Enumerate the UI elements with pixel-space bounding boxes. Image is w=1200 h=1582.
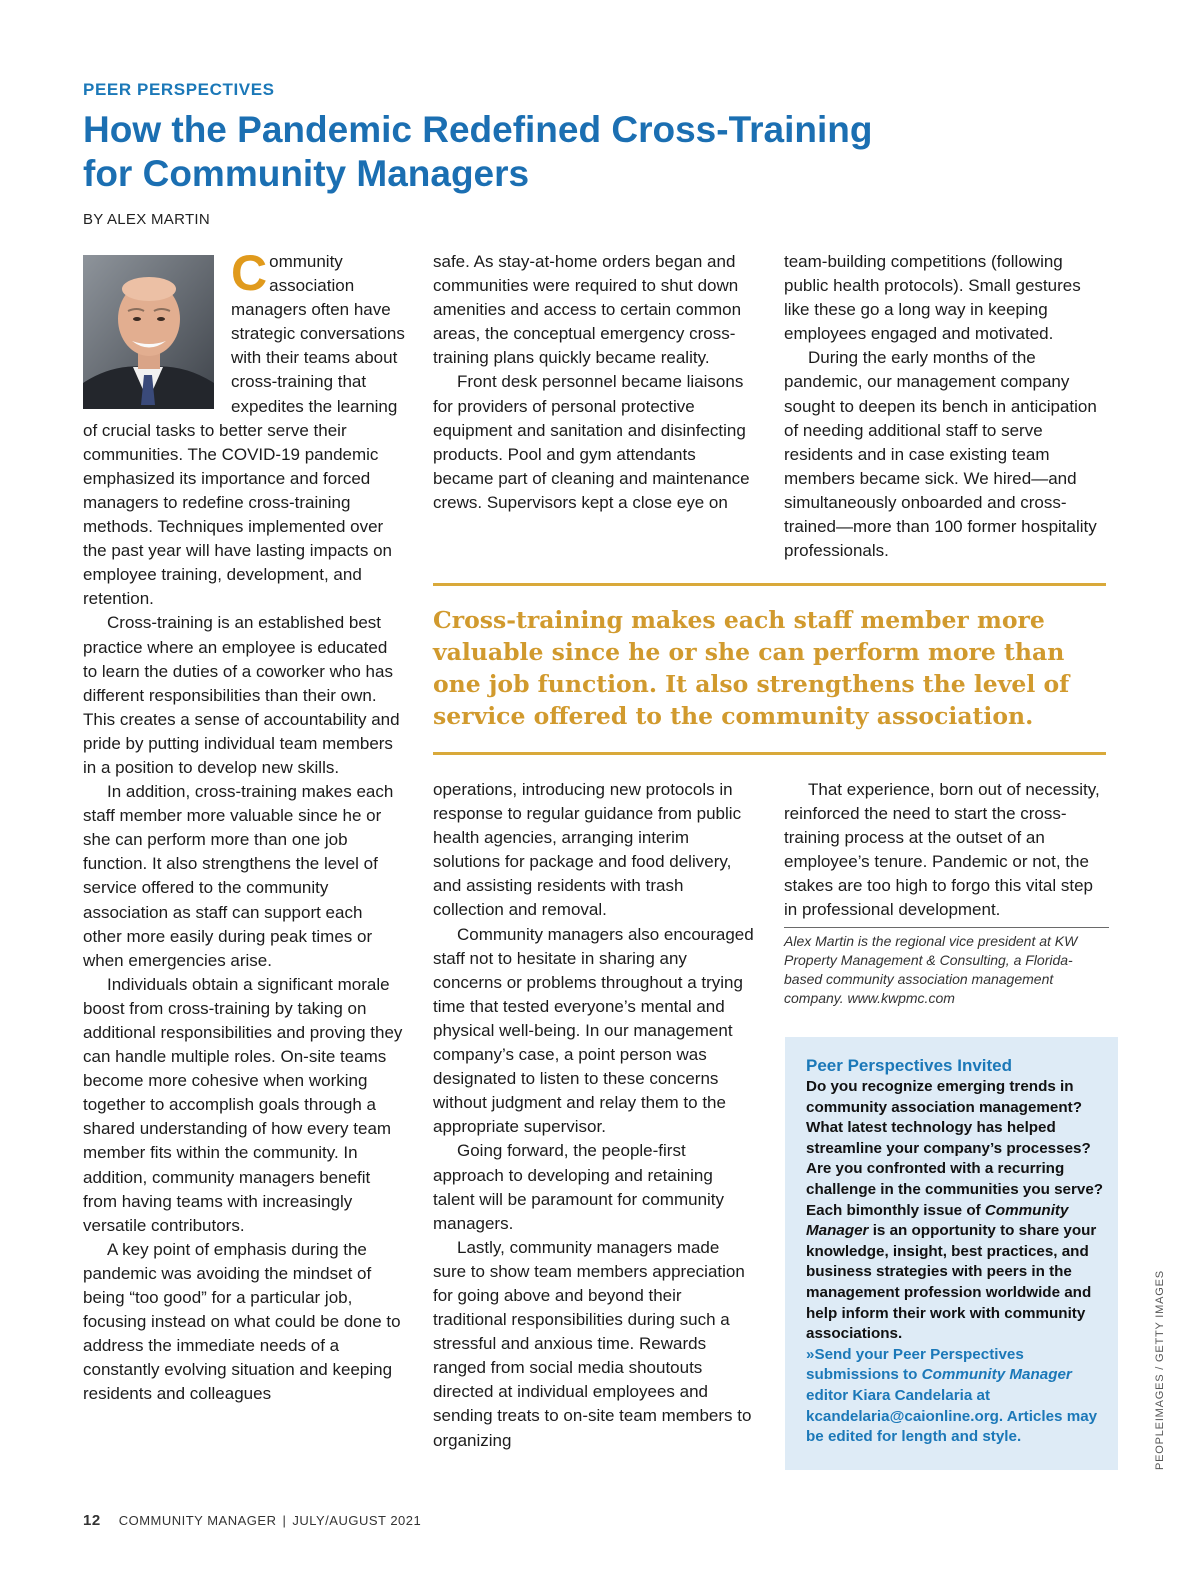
article-column-2-bottom	[433, 778, 755, 1453]
bio-text: is the regional vice president at KW Property Management & Consulting, a Florida-based community association management company. www.kwpmc.com	[784, 932, 1078, 1006]
col2b-para-2: Community managers also encouraged staff not to hesitate in sharing any concerns or problems throughout a trying time that tested everyone’s mental and physical well-being. In our management company’s case, a point person was designated to listen to these concerns without judgment and relay them to the appropriate supervisor.	[433, 924, 754, 1137]
col1-para-5: A key point of emphasis during the pandemic was avoiding the mindset of being “too good” for a particular job, focusing instead on what could be done to address the immediate needs of a constantly evolving situation and keeping residents and colleagues	[83, 1239, 401, 1404]
col2-para-2: Front desk personnel became liaisons for providers of personal protective equipment and sanitation and disinfecting products. Pool and gym attendants became part of cleaning and maintenance crews. Supervisors kept a close eye on	[433, 372, 750, 512]
pull-quote-top-rule	[433, 583, 1106, 586]
peer-perspectives-sidebar	[785, 1037, 1118, 1470]
pull-quote: Cross-training makes each staff member more valuable since he or she can perform more than one job function. It also strengthens the level of service offered to the community association.	[433, 606, 1070, 730]
bio-divider	[784, 927, 1109, 928]
article-column-2-top	[433, 250, 755, 515]
photo-credit: PEOPLEIMAGES / GETTY IMAGES	[1154, 1270, 1166, 1470]
title-line-1: How the Pandemic Redefined Cross-Training	[83, 109, 873, 150]
author-photo	[83, 255, 214, 409]
sidebar-body-text-1: Do you recognize emerging trends in community association management? What latest technology has helped streamline your company’s processes? Are you confronted with a recurring challenge in the communities you serve? Each bimonthly issue of	[806, 1078, 1104, 1219]
footer-separator: |	[282, 1513, 287, 1528]
page-footer	[83, 1512, 421, 1529]
article-column-1	[83, 245, 405, 1407]
cta-text-2: editor Kiara Candelaria at kcandelaria@caionline.org. Articles may be edited for length and style.	[806, 1386, 1098, 1446]
sidebar-body-text-2: is an opportunity to share your knowledge, insight, best practices, and business strategies with peers in the management profession worldwide and help inform their work with community associations.	[806, 1222, 1097, 1343]
drop-cap: C	[231, 245, 268, 301]
col1-para-4: Individuals obtain a significant morale boost from cross-training by taking on additional responsibilities and proving they can handle multiple roles. On-site teams become more cohesive when working together to accomplish goals through a shared understanding of how every team member fits within the community. In addition, community managers benefit from having teams with increasingly versatile contributors.	[83, 974, 403, 1235]
col3-para-1: team-building competitions (following public health protocols). Small gestures like these go a long way in keeping employees engaged and motivated.	[784, 252, 1081, 344]
magazine-name: COMMUNITY MANAGER	[118, 1513, 277, 1528]
sidebar-call-to-action	[806, 1345, 1104, 1448]
article-title	[83, 108, 983, 196]
pull-quote-bottom-rule	[433, 752, 1106, 755]
col3b-para-1: That experience, born out of necessity, reinforced the need to start the cross-training process at the outset of an employee’s tenure. Pandemic or not, the stakes are too high to forgo this vital step in professional development.	[784, 780, 1100, 920]
bio-author-name: Alex Martin	[784, 932, 855, 949]
byline: BY ALEX MARTIN	[83, 211, 211, 228]
col1-para-1-text: ommunity association managers often have strategic conversations with their teams about cross-training that expedites the learning of crucial tasks to better serve their communities. The COVID-19 pandemic emphasized its importance and forced managers to redefine cross-training methods. Techniques implemented over the past year will have lasting impacts on employee training, development, and retention.	[83, 252, 405, 609]
cta-text-1: Send your Peer Perspectives submissions to	[806, 1345, 1024, 1384]
title-line-2: for Community Managers	[83, 153, 530, 194]
sidebar-publication-name: Community Manager	[806, 1201, 1069, 1240]
page-number: 12	[83, 1512, 101, 1529]
col3-para-2: During the early months of the pandemic, our management company sought to deepen its bench in anticipation of needing additional staff to serve residents and in case existing team members became sick. We hired—and simultaneously onboarded and cross-trained—more than 100 former hospitality professionals.	[784, 348, 1097, 561]
col2-para-1: safe. As stay-at-home orders began and communities were required to shut down amenities and access to certain common areas, the conceptual emergency cross-training plans quickly became reality.	[433, 252, 742, 368]
sidebar-body	[806, 1077, 1104, 1345]
section-kicker: PEER PERSPECTIVES	[83, 80, 275, 99]
col2b-para-3: Going forward, the people-first approach to developing and retaining talent will be paramount for community managers.	[433, 1141, 725, 1233]
sidebar-heading: Peer Perspectives Invited	[806, 1056, 1013, 1075]
cta-publication-name: Community Manager	[921, 1366, 1072, 1384]
article-column-3-top	[784, 250, 1109, 563]
issue-date: JULY/AUGUST 2021	[292, 1513, 422, 1528]
col1-para-2: Cross-training is an established best practice where an employee is educated to learn the duties of a coworker who has different responsibilities than their own. This creates a sense of accountability and pride by putting individual team members in a position to develop new skills.	[83, 613, 400, 777]
double-arrow-icon: »	[806, 1345, 815, 1363]
article-column-3-bottom	[784, 778, 1109, 1008]
col2b-para-4: Lastly, community managers made sure to show team members appreciation for going above and beyond their traditional responsibilities during such a stressful and anxious time. Rewards ranged from social media shoutouts directed at individual employees and sending treats to on-site team members to organizing	[433, 1237, 752, 1450]
col1-para-3: In addition, cross-training makes each staff member more valuable since he or she can perform more than one job function. It also strengthens the level of service offered to the community association as staff can support each other more easily during peak times or when emergencies arise.	[83, 782, 394, 970]
author-portrait-image	[83, 255, 214, 409]
author-bio	[784, 932, 1109, 1008]
col2b-para-1: operations, introducing new protocols in response to regular guidance from public health agencies, arranging interim solutions for package and food delivery, and assisting residents with trash collection and removal.	[433, 780, 742, 920]
